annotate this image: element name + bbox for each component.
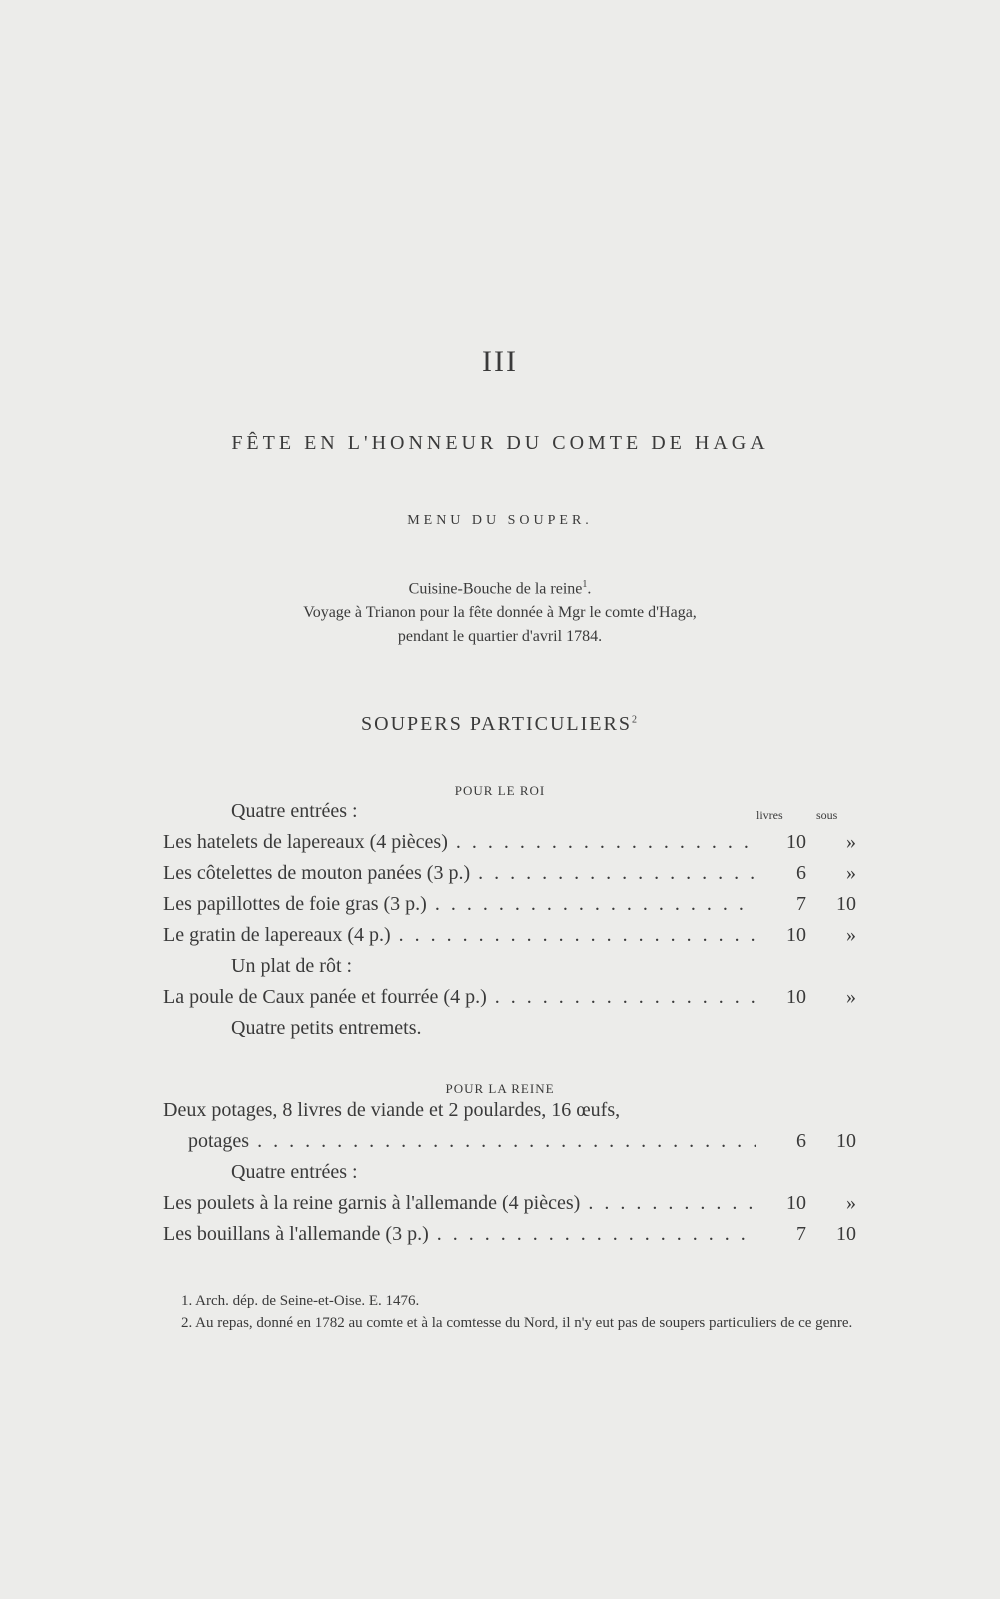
intro-line-1: Cuisine-Bouche de la reine$^1$. [408, 579, 592, 598]
section-title: SOUPERS PARTICULIERS$^2$ [361, 713, 639, 735]
intro-text [0, 573, 1000, 649]
menu-item: Les bouillans à l'allemande (3 p.) . . . 7 10 [163, 1219, 856, 1250]
intro-line-3: pendant le quartier d'avril 1784. [397, 628, 603, 646]
menu-roi [163, 796, 856, 1044]
chapter-title: FÊTE EN L'HONNEUR DU COMTE DE HAGA [231, 432, 769, 454]
menu-item: Les côtelettes de mouton panées (3 p.) . . . 6 » [163, 858, 856, 889]
intro-line-2: Voyage à Trianon pour la fête donnée à Mgr le comte d'Haga, [303, 604, 697, 622]
menu-item: Le gratin de lapereaux (4 p.) . . . 10 » [163, 920, 856, 951]
footnote-1: 1. Arch. dép. de Seine-et-Oise. E. 1476. [181, 1293, 420, 1309]
col-sous: sous [816, 808, 838, 822]
entrees-heading: Quatre entrées : [231, 1161, 358, 1183]
menu-title: MENU DU SOUPER. [407, 513, 593, 528]
potages-line: Deux potages, 8 livres de viande et 2 poulardes, 16 œufs, [163, 1099, 621, 1121]
entrees-heading: Quatre entrées : livres sous [163, 796, 856, 827]
col-livres: livres [756, 808, 783, 822]
menu-item: potages . . . 6 10 [163, 1126, 856, 1157]
chapter-number: III [482, 345, 518, 378]
menu-item: Les hatelets de lapereaux (4 pièces) . . . 10 » [163, 827, 856, 858]
subheading-roi: POUR LE ROI [454, 783, 546, 798]
menu-item: Les poulets à la reine garnis à l'allemande (4 pièces) . . . 10 » [163, 1188, 856, 1219]
roti-heading: Un plat de rôt : [231, 955, 353, 977]
menu-item: Les papillottes de foie gras (3 p.) . . . 7 10 [163, 889, 856, 920]
entremets-heading: Quatre petits entremets. [231, 1017, 422, 1039]
menu-item: La poule de Caux panée et fourrée (4 p.) . . . 10 » [163, 982, 856, 1013]
footnote-ref: 1 [582, 579, 588, 590]
subheading-reine: POUR LA REINE [445, 1081, 555, 1096]
footnote-2: 2. Au repas, donné en 1782 au comte et à la comtesse du Nord, il n'y eut pas de soupers particuliers de ce genre. [181, 1315, 853, 1331]
footnote-ref: 2 [631, 714, 639, 726]
menu-reine [163, 1095, 856, 1250]
footnotes [163, 1290, 863, 1334]
